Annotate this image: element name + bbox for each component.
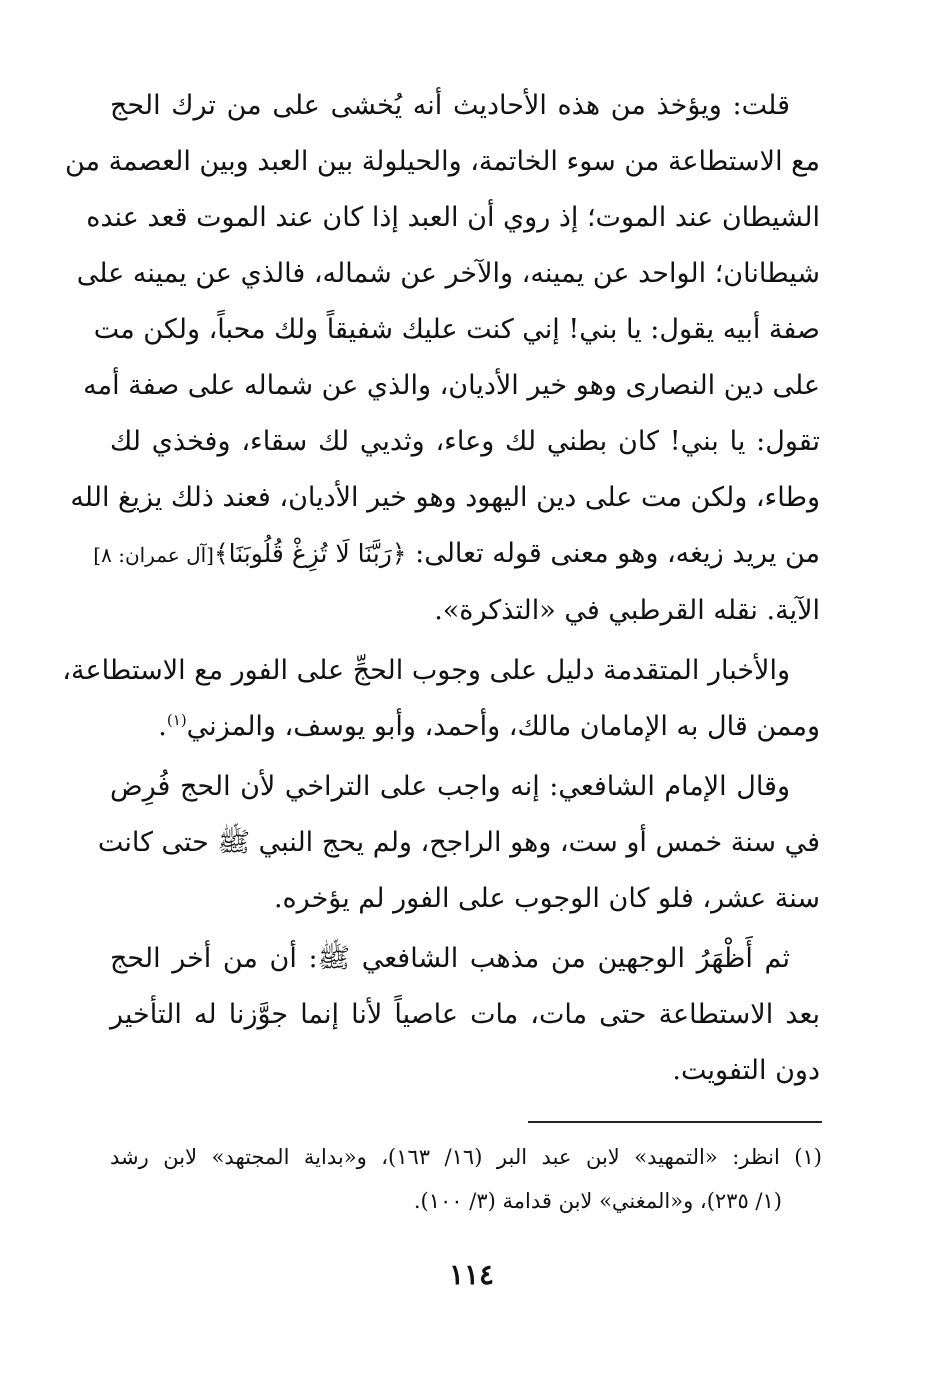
text-segment: وممن قال به الإمامان مالك، وأحمد، وأبو يوسف، والمزني bbox=[186, 711, 820, 742]
quran-verse: ﴿رَبَّنَا لَا تُزِغْ قُلُوبَنَا﴾ bbox=[213, 539, 407, 568]
text-line: تقول: يا بني! كان بطني لك وعاء، وثديي لك سقاء، وفخذي لك bbox=[110, 426, 820, 457]
paragraph-4 bbox=[110, 931, 820, 1099]
text-line: سنة عشر، فلو كان الوجوب على الفور لم يؤخره. bbox=[273, 883, 820, 914]
footnote-line: (١) انظر: «التمهيد» لابن عبد البر (١٦/ ١٦٣)، و«بداية المجتهد» لابن رشد bbox=[110, 1145, 822, 1169]
paragraph-1 bbox=[64, 78, 820, 639]
text-line: والأخبار المتقدمة دليل على وجوب الحجِّ على الفور مع الاستطاعة، bbox=[62, 655, 790, 686]
text-line: شيطانان؛ الواحد عن يمينه، والآخر عن شماله، فالذي عن يمينه على bbox=[76, 258, 820, 289]
text-line: صفة أبيه يقول: يا بني! إني كنت عليك شفيقاً ولك محباً، ولكن مت bbox=[93, 314, 820, 345]
text-line: قلت: ويؤخذ من هذه الأحاديث أنه يُخشى على من ترك الحج bbox=[110, 90, 790, 121]
text-line: دون التفويت. bbox=[672, 1055, 820, 1086]
footnotes bbox=[110, 1135, 822, 1223]
text-line: وقال الإمام الشافعي: إنه واجب على التراخي لأن الحج فُرِض bbox=[110, 771, 790, 802]
verse-reference: [آل عمران: ٨] bbox=[93, 543, 214, 567]
text-line: في سنة خمس أو ست، وهو الراجح، ولم يحج النبي ﷺ حتى كانت bbox=[97, 827, 820, 858]
text-segment: من يريد زيغه، وهو معنى قوله تعالى: bbox=[415, 538, 820, 569]
main-text bbox=[62, 78, 820, 1103]
quran-line bbox=[93, 526, 820, 583]
paragraph-2 bbox=[62, 643, 820, 755]
text-line: على دين النصارى وهو خير الأديان، والذي عن شماله على صفة أمه bbox=[83, 370, 820, 401]
text-segment: . bbox=[158, 711, 167, 742]
text-line: الآية. نقله القرطبي في «التذكرة». bbox=[434, 595, 820, 626]
footnote-line: (١/ ٢٣٥)، و«المغني» لابن قدامة (٣/ ١٠٠). bbox=[413, 1189, 782, 1213]
text-line bbox=[110, 699, 820, 755]
paragraph-3 bbox=[97, 759, 820, 927]
text-line: مع الاستطاعة من سوء الخاتمة، والحيلولة بين العبد وبين العصمة من bbox=[64, 146, 820, 177]
footnote-separator bbox=[528, 1121, 822, 1123]
text-line: ثم أَظْهَرُ الوجهين من مذهب الشافعي ﷺ: أن من أخر الحج bbox=[110, 943, 790, 974]
text-line: الشيطان عند الموت؛ إذ روي أن العبد إذا كان عند الموت قعد عنده bbox=[86, 202, 820, 233]
text-line: بعد الاستطاعة حتى مات، مات عاصياً لأنا إنما جوَّزنا له التأخير bbox=[110, 999, 820, 1030]
page-number: ١١٤ bbox=[448, 1258, 495, 1291]
footnote-marker: (١) bbox=[166, 711, 187, 729]
text-line: وطاء، ولكن مت على دين اليهود وهو خير الأديان، فعند ذلك يزيغ الله bbox=[70, 482, 820, 513]
